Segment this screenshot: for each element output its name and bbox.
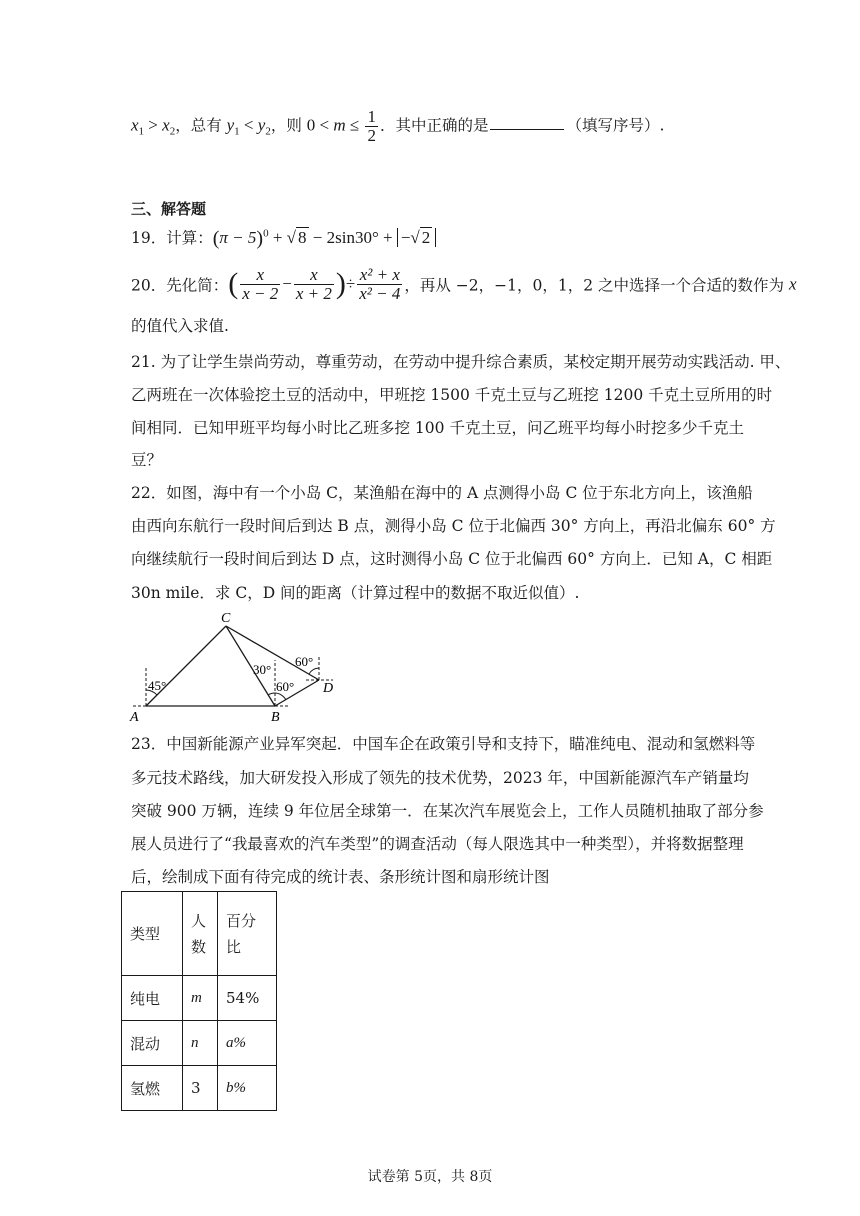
sub-1: 1 [138, 125, 145, 138]
q20-text-a: ，再从 −2，−1，0，1，2 之中选择一个合适的数作为 [404, 276, 789, 295]
sea-island-diagram [128, 608, 343, 726]
q20-frac-3 [357, 266, 402, 303]
label-b: B [271, 710, 280, 725]
q21-line-4: 豆？ [131, 451, 163, 469]
abs-value [397, 228, 436, 247]
question-20 [131, 266, 796, 303]
q20-var: x [788, 274, 797, 294]
page-footer: 试卷第 5页，共 8页 [367, 1169, 493, 1185]
row-percent: 54% [218, 976, 277, 1021]
header-pct-a: 百分 [226, 911, 257, 930]
section-title: 三、解答题 [131, 200, 207, 218]
header-count-a: 人 [191, 911, 207, 930]
row-percent: b% [218, 1066, 277, 1111]
q21-line-2: 乙两班在一次体验挖土豆的活动中，甲班挖 1500 千克土豆与乙班挖 1200 千克土豆所用的时 [131, 386, 773, 404]
q20-line-2: 的值代入求值. [131, 317, 229, 335]
q19-exp: 0 [263, 227, 269, 240]
var-y1: y [226, 115, 235, 135]
header-percent [218, 892, 277, 976]
angle-60-d-label: 60° [295, 654, 314, 669]
row-type: 纯电 [122, 976, 183, 1021]
header-count-b: 数 [191, 937, 207, 956]
label-d: D [323, 681, 334, 696]
statistics-table [121, 891, 277, 1111]
q20-expression: ( $\frac{x}{x - 2}$ − $\frac{x}{x + 2}$ )÷ $\frac{\text{x² + x}}{\text{x² − 4}}$ [228, 265, 401, 303]
f1-den: x − 2 [242, 283, 279, 303]
ineq-b: ≤ [345, 115, 364, 135]
answer-blank[interactable] [490, 115, 564, 130]
lt-sign: < [239, 115, 258, 135]
frac-num: 1 [367, 107, 376, 126]
var-x2: x [162, 115, 170, 135]
gt-sign: > [144, 115, 163, 135]
text-b: ，则 [270, 116, 307, 135]
q22-line-2: 由西向东航行一段时间后到达 B 点，测得小岛 C 位于北偏西 30° 方向上，再沿北偏东 60° 方 [131, 517, 776, 535]
table-row [122, 1021, 277, 1066]
segment-cd [226, 626, 319, 680]
sqrt-8-radicand: 8 [298, 228, 307, 247]
text-c: ．其中正确的是 [379, 116, 489, 135]
header-type: 类型 [122, 892, 183, 976]
q19-expression: $(\pi - 5)^0$ + √ 8 − 2sin30° + −√ 2 [213, 228, 437, 247]
f2-num: x [294, 266, 334, 285]
frac-den: 2 [367, 125, 376, 145]
q22-line-4: 30n mile．求 C，D 间的距离（计算过程中的数据不取近似值）. [131, 584, 580, 602]
sqrt-2: √ 2 [410, 228, 431, 247]
var-x1: x [131, 115, 139, 135]
q20-minus: − [282, 274, 292, 294]
q19-pi-part: π − 5 [219, 228, 257, 247]
q19-prefix: 19．计算： [131, 229, 213, 247]
q22-line-1: 22．如图，海中有一个小岛 C，某渔船在海中的 A 点测得小岛 C 位于东北方向上，该渔船 [131, 484, 753, 502]
row-percent: a% [218, 1021, 277, 1066]
q23-line-3: 突破 900 万辆，连续 9 年位居全球第一．在某次汽车展览会上，工作人员随机抽取了部分参 [131, 802, 764, 820]
q19-plus: + [268, 228, 287, 247]
sub-2: 2 [169, 125, 176, 138]
angle-60-b-label: 60° [276, 679, 295, 694]
q19-sin-part: − 2sin30° + [308, 228, 397, 247]
row-count: n [183, 1021, 218, 1066]
f3-den: x² − 4 [359, 283, 401, 303]
arc-60-b [275, 693, 286, 700]
q20-frac-2 [294, 266, 334, 303]
q23-line-5: 后，绘制成下面有待完成的统计表、条形统计图和扇形统计图 [131, 868, 550, 886]
continued-condition-line [131, 108, 664, 145]
segment-ac [146, 626, 226, 706]
arc-30 [268, 693, 275, 695]
f1-num: x [240, 266, 280, 285]
ysub-2: 2 [265, 125, 271, 138]
row-count: 3 [183, 1066, 218, 1111]
row-type: 混动 [122, 1021, 183, 1066]
angle-30-label: 30° [253, 662, 272, 677]
label-c: C [221, 611, 231, 626]
table-row [122, 1066, 277, 1111]
q20-frac-1 [240, 266, 280, 303]
var-y2: y [257, 115, 266, 135]
table-row [122, 976, 277, 1021]
ysub-1: 1 [234, 125, 240, 138]
header-pct-b: 比 [226, 937, 242, 956]
f2-den: x + 2 [295, 283, 332, 303]
q20-div: ÷ [345, 274, 356, 294]
var-m: m [333, 115, 346, 135]
q21-line-3: 间相同．已知甲班平均每小时比乙班多挖 100 千克土豆，问乙班平均每小时挖多少千克土 [131, 419, 744, 437]
q21-line-1: 21. 为了让学生崇尚劳动，尊重劳动，在劳动中提升综合素质，某校定期开展劳动实践活动. 甲、 [131, 353, 791, 371]
q23-line-4: 展人员进行了“我最喜欢的汽车类型”的调查活动（每人限选其中一种类型），并将数据整理 [131, 835, 744, 853]
text-a: ，总有 [175, 116, 227, 135]
row-count: m [183, 976, 218, 1021]
text-d: （填写序号）. [566, 116, 665, 135]
label-a: A [130, 710, 139, 725]
q20-prefix: 20．先化简： [131, 276, 229, 295]
header-count [183, 892, 218, 976]
sqrt-8: √ 8 [286, 228, 307, 247]
abs-minus: − [400, 228, 411, 247]
row-type: 氢燃 [122, 1066, 183, 1111]
q23-line-2: 多元技术路线，加大研发投入形成了领先的技术优势，2023 年，中国新能源汽车产销量均 [131, 769, 749, 787]
question-19 [131, 226, 436, 251]
ineq-a: 0 < [306, 115, 334, 135]
q22-line-3: 向继续航行一段时间后到达 D 点，这时测得小岛 C 位于北偏西 60° 方向上．已知 A，C 相距 [131, 550, 773, 568]
sqrt-2-radicand: 2 [421, 228, 431, 247]
angle-45-label: 45° [148, 678, 167, 693]
fraction-one-half [365, 108, 378, 145]
table-header-row [122, 892, 277, 976]
q23-line-1: 23．中国新能源产业异军突起．中国车企在政策引导和支持下，瞄准纯电、混动和氢燃料等 [131, 735, 756, 753]
f3-num: x² + x [357, 266, 402, 285]
